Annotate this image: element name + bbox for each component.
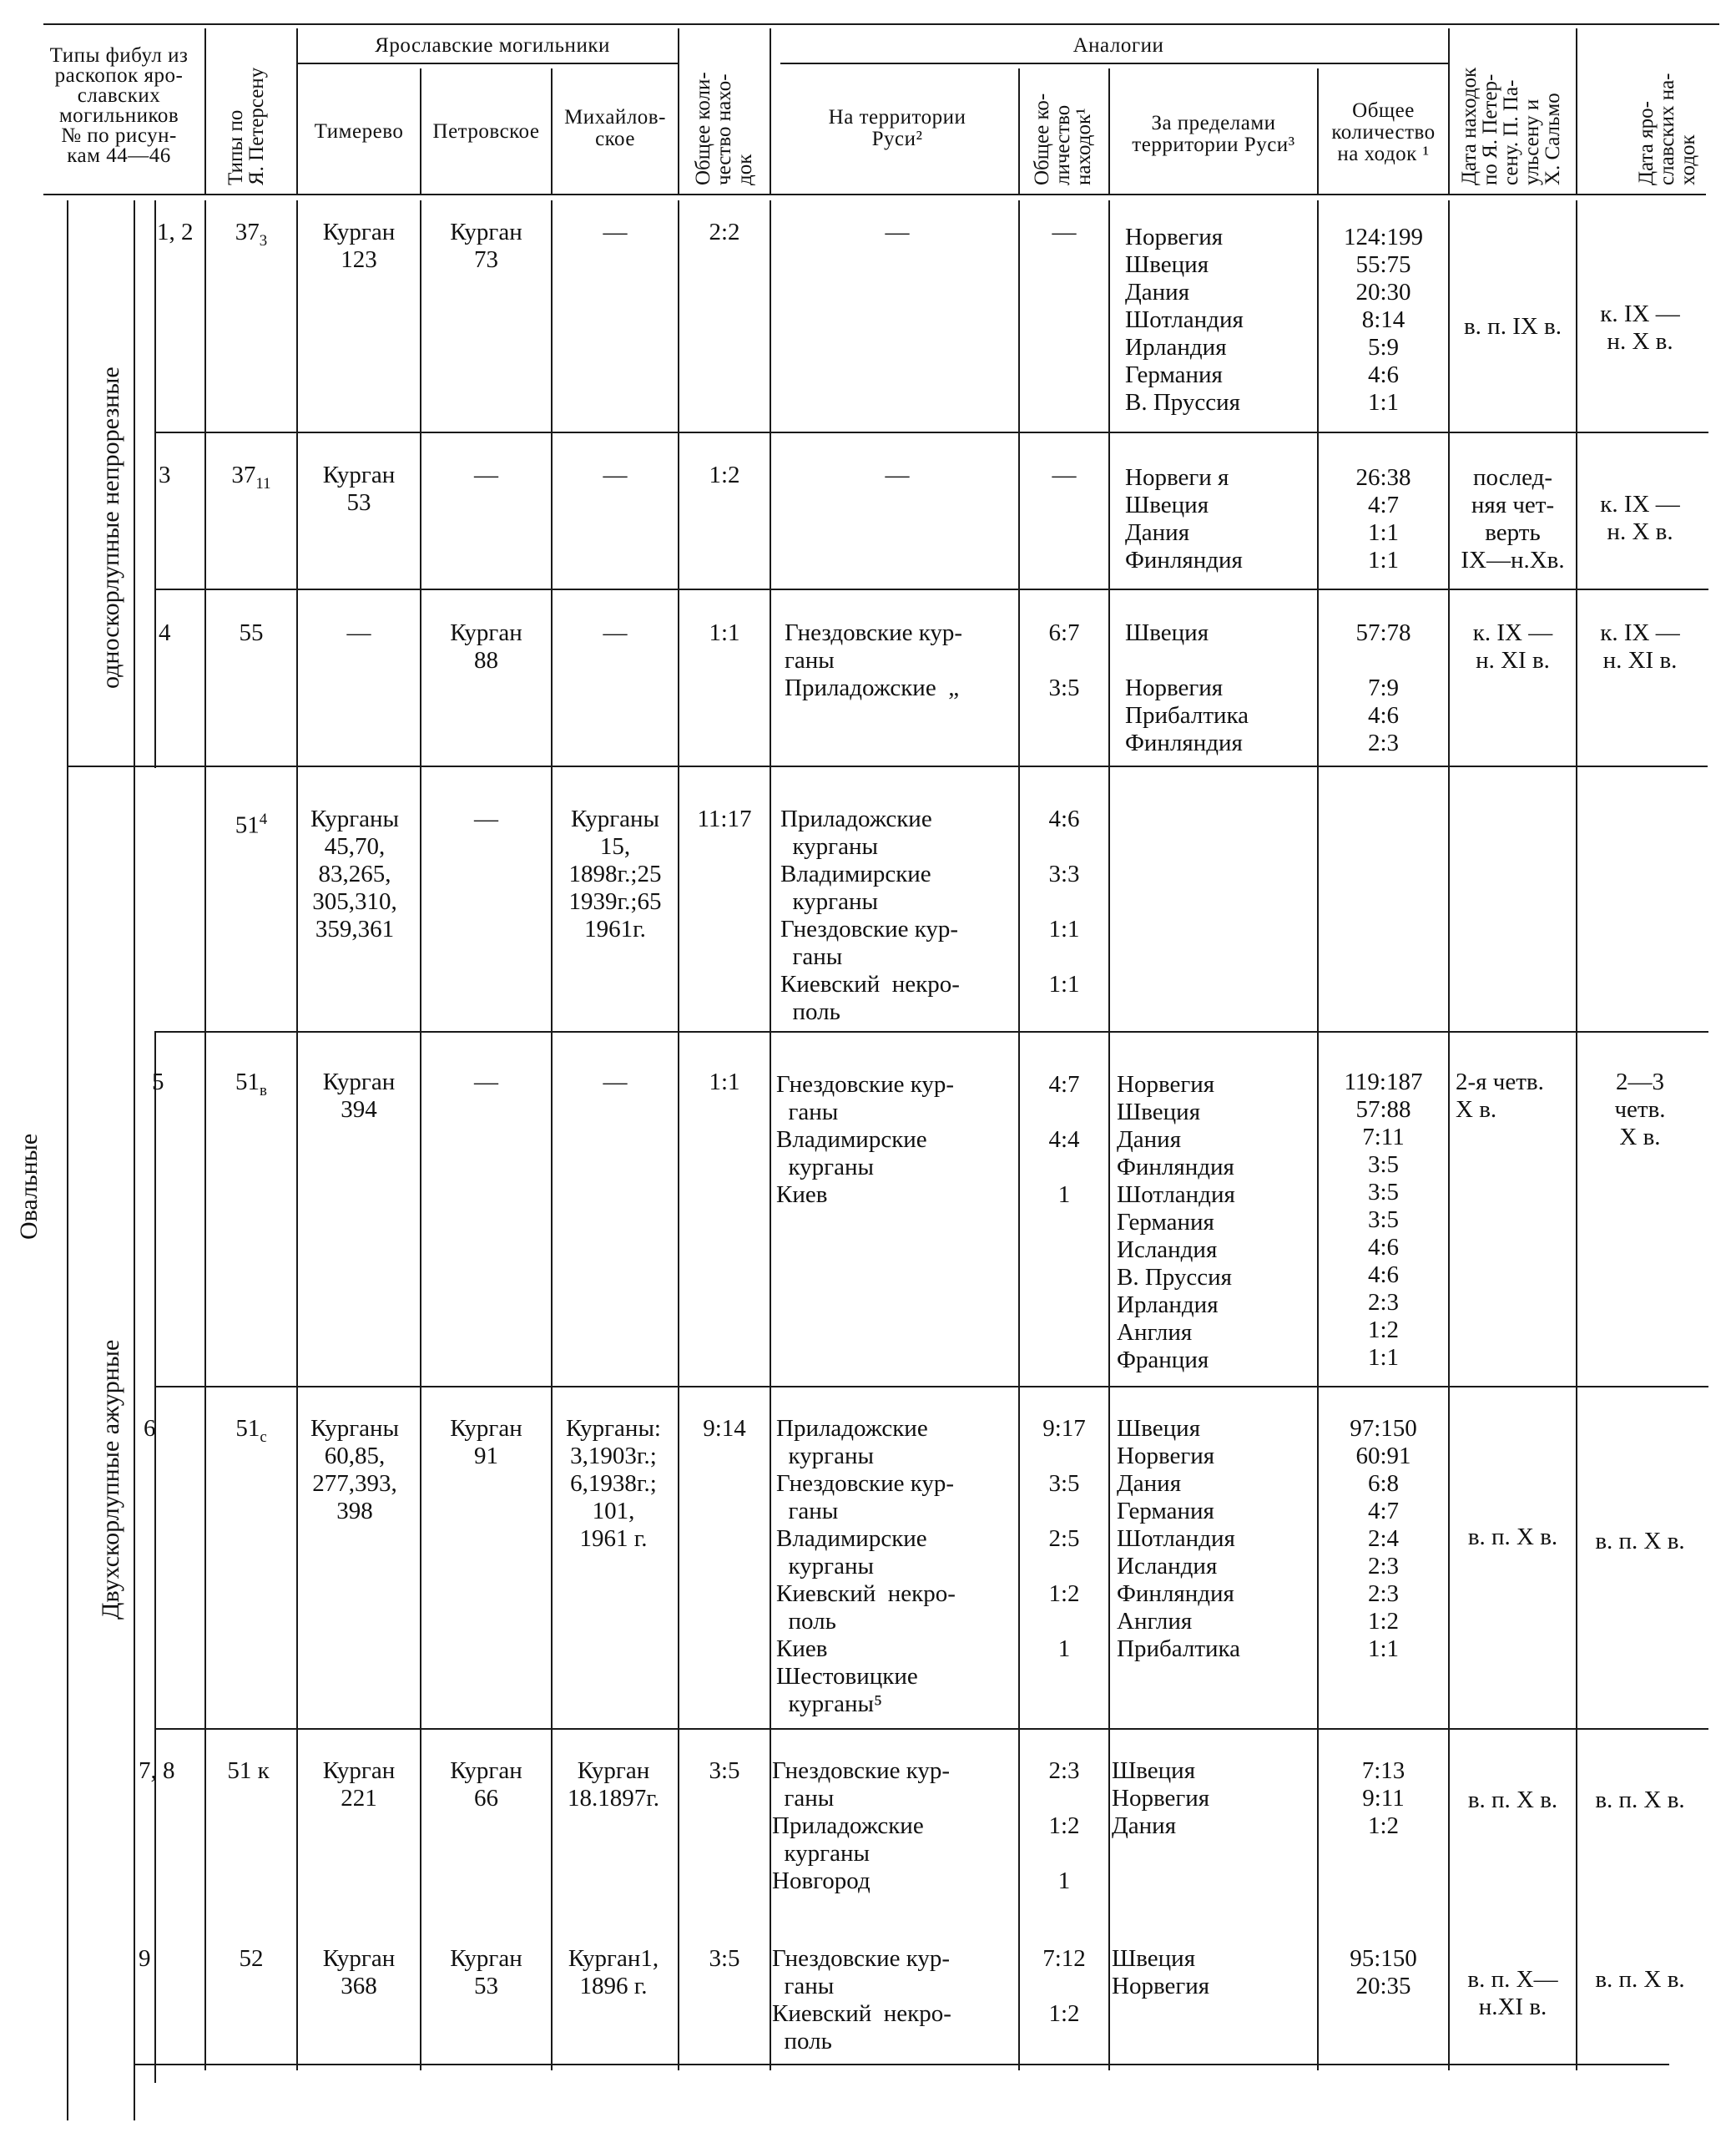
cell-fig-number: 1, 2 <box>157 219 194 245</box>
cell-timerevo: Курганы 45,70, 83,265, 305,310, 359,361 <box>310 806 399 943</box>
header-divider <box>204 28 206 194</box>
cell-mikhailovskoe: — <box>603 219 628 245</box>
row-separator <box>154 432 1708 433</box>
cell-total: 11:17 <box>697 806 752 832</box>
header-date-yaroslavl: Дата яро- славских на- ходок <box>1635 73 1699 185</box>
header-fibula-types: Типы фибул из раскопок яро- славских могильников № по рисун- кам 44—46 <box>49 44 189 167</box>
cell-outside-counts: 57:78 7:9 4:6 2:3 <box>1355 619 1411 756</box>
header-divider <box>1576 28 1577 194</box>
cell-rus-counts: 4:7 4:4 1 <box>1048 1071 1080 1208</box>
cell-outside-countries: Норвеги я Швеция Дания Финляндия <box>1125 464 1243 574</box>
cell-outside-counts: 119:187 57:88 7:11 3:5 3:5 3:5 4:6 4:6 2:3 1:2 1:1 <box>1344 1069 1423 1371</box>
cell-outside-countries: Швеция Норвегия <box>1112 1945 1210 1999</box>
cell-mikhailovskoe: Курган 18.1897г. <box>567 1757 660 1812</box>
cell-rus-sites: Гнездовские кур- ганы Киевский некро- поль <box>772 1945 951 2054</box>
cell-date-yaroslavl: в. п. X в. <box>1595 1528 1685 1554</box>
cell-date-yaroslavl: в. п. X в. <box>1595 1966 1685 1993</box>
header-outside-rus: За пределами территории Руси³ <box>1132 112 1295 156</box>
cell-mikhailovskoe: Курганы 15, 1898г.;25 1939г.;65 1961г. <box>568 806 662 943</box>
cell-mikhailovskoe: — <box>603 462 628 488</box>
cell-petersen-type: $51_c$ <box>235 1415 267 1446</box>
cell-date-yaroslavl: к. IX — н. XI в. <box>1600 619 1680 674</box>
cell-timerevo: Курган 53 <box>322 462 396 516</box>
cell-rus-sites: — <box>885 219 910 245</box>
cell-timerevo: Курганы 60,85, 277,393, 398 <box>310 1415 399 1524</box>
cell-timerevo: — <box>346 619 371 646</box>
cell-rus-counts: 9:17 3:5 2:5 1:2 1 <box>1042 1415 1086 1662</box>
cell-timerevo: Курган 221 <box>322 1757 396 1812</box>
group-label-ovalnye: Овальные <box>15 1133 43 1240</box>
cell-rus-counts: 6:7 3:5 <box>1048 619 1080 701</box>
cell-rus-counts: — <box>1052 219 1077 245</box>
cell-total: 3:5 <box>709 1757 740 1784</box>
cell-petersen-type: $51_в$ <box>235 1069 267 1099</box>
top-rule <box>43 23 1719 25</box>
yaroslavl-subrule <box>296 63 678 64</box>
header-divider <box>770 28 771 194</box>
col-divider <box>1108 200 1110 2070</box>
header-divider <box>1448 28 1450 194</box>
cell-outside-countries: Швеция Норвегия Дания Германия Шотландия Исландия Финляндия Англия Прибалтика <box>1117 1415 1241 1662</box>
col-divider <box>770 200 771 2070</box>
col-divider <box>154 1031 156 2083</box>
header-bottom-rule <box>43 194 1706 195</box>
col-divider <box>154 200 156 768</box>
cell-timerevo: Курган 394 <box>322 1069 396 1123</box>
cell-rus-sites: Приладожские курганы Гнездовские кур- ганы Владимирские курганы Киевский некро- поль Киев Шестовицкие курганы⁵ <box>776 1415 956 1717</box>
row-separator <box>154 1386 1708 1387</box>
cell-petersen-type: 51 к <box>227 1757 270 1784</box>
cell-total: 3:5 <box>709 1945 740 1972</box>
cell-petrovskoe: — <box>474 806 498 832</box>
row-separator <box>134 2064 1669 2065</box>
row-separator <box>154 589 1708 590</box>
cell-petersen-type: 55 <box>239 619 264 646</box>
cell-petrovskoe: Курган 66 <box>450 1757 522 1812</box>
cell-petersen-type: $37_3$ <box>235 219 268 250</box>
cell-outside-counts: 97:150 60:91 6:8 4:7 2:4 2:3 2:3 1:2 1:1 <box>1350 1415 1417 1662</box>
cell-total: 1:1 <box>709 1069 740 1095</box>
cell-date-petersen: к. IX — н. XI в. <box>1472 619 1553 674</box>
cell-total: 9:14 <box>703 1415 746 1442</box>
header-yaroslavl-group: Ярославские могильники <box>375 34 610 57</box>
header-timerevo: Тимерево <box>314 120 404 143</box>
cell-outside-counts: 7:13 9:11 1:2 <box>1361 1757 1405 1839</box>
analogies-subrule <box>780 63 1448 64</box>
cell-rus-sites: Гнездовские кур- ганы Владимирские курганы Киев <box>776 1071 955 1208</box>
cell-date-yaroslavl: 2—3 четв. X в. <box>1614 1069 1666 1150</box>
cell-fig-number: 5 <box>152 1069 164 1095</box>
cell-fig-number: 7, 8 <box>139 1757 175 1784</box>
cell-date-petersen: 2-я четв. X в. <box>1456 1069 1544 1123</box>
cell-outside-countries: Швеция Норвегия Дания <box>1112 1757 1210 1839</box>
cell-date-petersen: в. п. X в. <box>1467 1787 1558 1813</box>
header-total-finds-outside: Общее количество на ходок ¹ <box>1331 99 1436 165</box>
cell-rus-sites: — <box>885 462 910 488</box>
cell-petrovskoe: Курган 88 <box>450 619 522 674</box>
group-separator <box>67 766 1708 767</box>
header-total-finds-rus: Общее ко- личество находок¹ <box>1031 93 1095 185</box>
cell-total: 1:1 <box>709 619 740 646</box>
cell-fig-number: 6 <box>144 1415 156 1442</box>
cell-date-yaroslavl: к. IX — н. X в. <box>1600 301 1680 355</box>
cell-date-petersen: послед- няя чет- верть IX—н.Xв. <box>1461 464 1565 574</box>
header-divider <box>1018 68 1020 194</box>
group-label-odnoskorlupnye: односкорлупные непрорезные <box>97 366 124 689</box>
header-rus-territory: На территории Руси² <box>828 106 966 150</box>
cell-petersen-type: $37_{11}$ <box>231 462 271 493</box>
cell-rus-sites: Гнездовские кур- ганы Приладожские „ <box>785 619 963 701</box>
cell-rus-counts: — <box>1052 462 1077 488</box>
cell-date-petersen: в. п. X в. <box>1467 1524 1558 1550</box>
cell-total: 1:2 <box>709 462 740 488</box>
cell-petersen-type: $51^4$ <box>235 811 268 839</box>
cell-rus-counts: 7:12 1:2 <box>1042 1945 1086 2027</box>
cell-mikhailovskoe: — <box>603 619 628 646</box>
cell-timerevo: Курган 123 <box>322 219 396 273</box>
cell-petrovskoe: Курган 73 <box>450 219 522 273</box>
cell-outside-counts: 95:150 20:35 <box>1350 1945 1417 1999</box>
cell-date-yaroslavl: в. п. X в. <box>1595 1787 1685 1813</box>
cell-rus-counts: 4:6 3:3 1:1 1:1 <box>1048 806 1080 998</box>
header-date-petersen: Дата находок по Я. Петер- сену. П. Па- ульсену и Х. Сальмо <box>1458 67 1564 185</box>
header-analogies-group: Аналогии <box>1072 34 1164 57</box>
cell-fig-number: 3 <box>159 462 171 488</box>
header-total-finds: Общее коли- чество нахо- док <box>692 72 756 185</box>
header-petrovskoe: Петровское <box>432 120 540 143</box>
header-petersen-types: Типы по Я. Петерсену <box>225 67 268 185</box>
cell-rus-sites: Гнездовские кур- ганы Приладожские курганы Новгород <box>772 1757 951 1894</box>
row-separator <box>154 1728 1708 1730</box>
cell-petrovskoe: — <box>474 462 498 488</box>
cell-mikhailovskoe: Курган1, 1896 г. <box>568 1945 659 1999</box>
group-divider <box>134 200 135 2120</box>
header-divider <box>296 28 298 194</box>
cell-petersen-type: 52 <box>239 1945 264 1972</box>
cell-outside-countries: Норвегия Швеция Дания Шотландия Ирландия Германия В. Пруссия <box>1125 224 1244 416</box>
cell-petrovskoe: — <box>474 1069 498 1095</box>
cell-outside-counts: 26:38 4:7 1:1 1:1 <box>1355 464 1411 574</box>
cell-date-yaroslavl: к. IX — н. X в. <box>1600 491 1680 545</box>
cell-timerevo: Курган 368 <box>322 1945 396 1999</box>
group-divider <box>67 200 68 2120</box>
cell-fig-number: 9 <box>139 1945 151 1972</box>
cell-total: 2:2 <box>709 219 740 245</box>
cell-outside-counts: 124:199 55:75 20:30 8:14 5:9 4:6 1:1 <box>1343 224 1424 416</box>
cell-mikhailovskoe: — <box>603 1069 628 1095</box>
cell-outside-countries: Норвегия Швеция Дания Финляндия Шотландия Германия Исландия В. Пруссия Ирландия Англия Франция <box>1117 1071 1235 1373</box>
cell-petrovskoe: Курган 91 <box>450 1415 522 1469</box>
header-divider <box>678 28 679 194</box>
header-mikhailovskoe: Михайлов- ское <box>564 106 666 150</box>
row-separator <box>154 1031 1708 1033</box>
cell-date-petersen: в. п. X— н.XI в. <box>1467 1966 1558 2020</box>
cell-fig-number: 4 <box>159 619 171 646</box>
cell-date-petersen: в. п. IX в. <box>1463 313 1562 340</box>
cell-mikhailovskoe: Курганы: 3,1903г.; 6,1938г.; 101, 1961 г. <box>566 1415 661 1552</box>
cell-rus-counts: 2:3 1:2 1 <box>1048 1757 1080 1894</box>
group-label-dvuskorlupnye: Двухскорлупные ажурные <box>97 1339 124 1620</box>
cell-petrovskoe: Курган 53 <box>450 1945 522 1999</box>
cell-rus-sites: Приладожские курганы Владимирские курганы Гнездовские кур- ганы Киевский некро- поль <box>780 806 960 1025</box>
cell-outside-countries: Швеция Норвегия Прибалтика Финляндия <box>1125 619 1249 756</box>
